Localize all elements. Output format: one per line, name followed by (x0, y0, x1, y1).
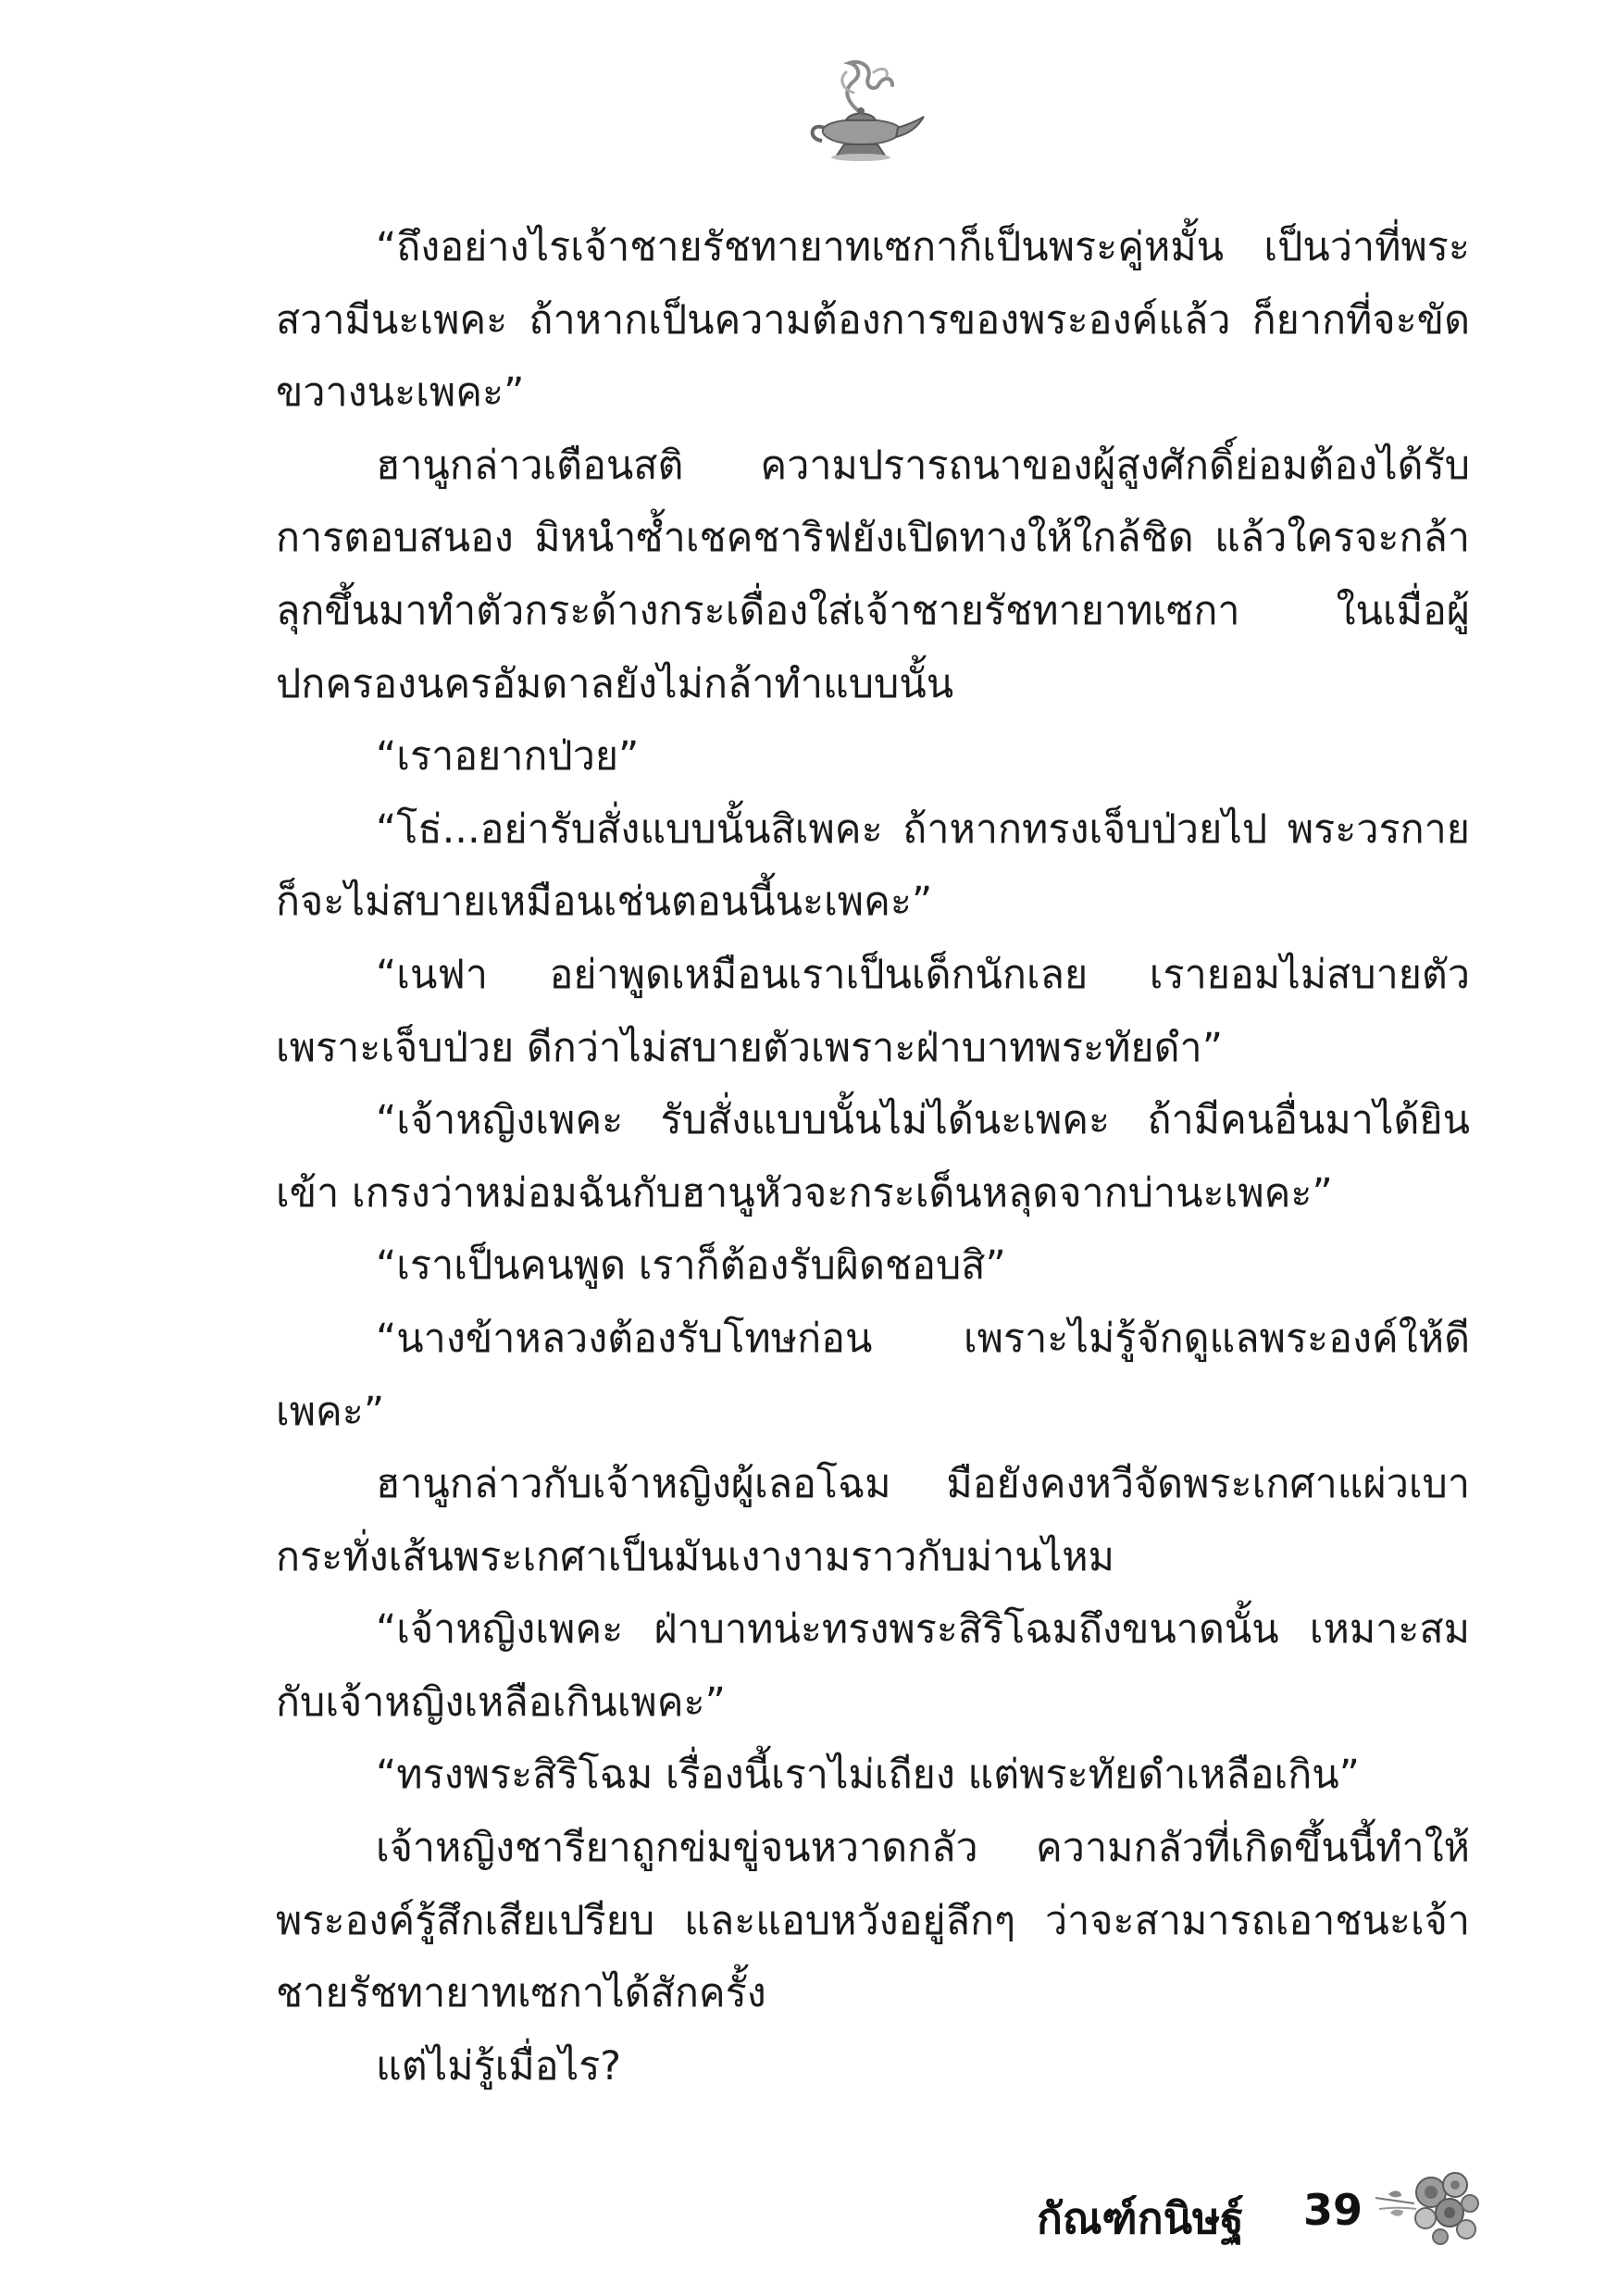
flower-bouquet-icon (1370, 2157, 1481, 2250)
paragraph: “โธ่...อย่ารับสั่งแบบนั้นสิเพคะ ถ้าหากทรงเจ็บป่วยไป พระวรกายก็จะไม่สบายเหมือนเช่นตอนนี้นะเพคะ” (276, 805, 1470, 926)
paragraph: “เจ้าหญิงเพคะ ฝ่าบาทน่ะทรงพระสิริโฉมถึงขนาดนั้น เหมาะสมกับเจ้าหญิงเหลือเกินเพคะ” (276, 1606, 1470, 1726)
paragraph: “ถึงอย่างไรเจ้าชายรัชทายาทเซกาก็เป็นพระคู่หมั้น เป็นว่าที่พระสวามีนะเพคะ ถ้าหากเป็นความต้องการของพระองค์แล้ว ก็ยากที่จะขัดขวางนะเพคะ” (276, 224, 1470, 417)
paragraph: แต่ไม่รู้เมื่อไร? (376, 2042, 622, 2090)
paragraph: เจ้าหญิงชารียาถูกข่มขู่จนหวาดกลัว ความกลัวที่เกิดขึ้นนี้ทำให้พระองค์รู้สึกเสียเปรียบ และแอบหวังอยู่ลึกๆ ว่าจะสามารถเอาชนะเจ้าชายรัชทายาทเซกาได้สักครั้ง (276, 1825, 1470, 2017)
paragraph: “ทรงพระสิริโฉม เรื่องนี้เราไม่เถียง แต่พระทัยดำเหลือเกิน” (376, 1752, 1360, 1799)
page-footer (1037, 2157, 1555, 2259)
page-number: 39 (1303, 2185, 1363, 2235)
paragraph: ฮานูกล่าวเตือนสติ ความปรารถนาของผู้สูงศักดิ์ย่อมต้องได้รับการตอบสนอง มิหนำซ้ำเชคชาริฟยังเปิดทางให้ใกล้ชิด แล้วใครจะกล้าลุกขึ้นมาทำตัวกระด้างกระเดื่องใส่เจ้าชายรัชทายาทเซกา ในเมื่อผู้ปกครองนครอัมดาลยังไม่กล้าทำแบบนั้น (276, 442, 1470, 707)
paragraph: “เราเป็นคนพูด เราก็ต้องรับผิดชอบสิ” (376, 1242, 1006, 1290)
paragraph: “นางข้าหลวงต้องรับโทษก่อน เพราะไม่รู้จักดูแลพระองค์ให้ดีเพคะ” (276, 1315, 1470, 1435)
genie-lamp-icon (796, 56, 926, 167)
paragraph: ฮานูกล่าวกับเจ้าหญิงผู้เลอโฉม มือยังคงหวีจัดพระเกศาแผ่วเบากระทั่งเส้นพระเกศาเป็นมันเงางามราวกับม่านไหม (276, 1461, 1470, 1580)
chapter-body (276, 211, 1470, 2103)
paragraph: “เนฟา อย่าพูดเหมือนเราเป็นเด็กนักเลย เรายอมไม่สบายตัวเพราะเจ็บป่วย ดีกว่าไม่สบายตัวเพราะฝ่าบาทพระทัยดำ” (276, 951, 1470, 1071)
book-title: กัณฑ์กนิษฐ์ (1037, 2193, 1244, 2243)
paragraph: “เราอยากป่วย” (376, 733, 640, 780)
paragraph: “เจ้าหญิงเพคะ รับสั่งแบบนั้นไม่ได้นะเพคะ ถ้ามีคนอื่นมาได้ยินเข้า เกรงว่าหม่อมฉันกับฮานูหัวจะกระเด็นหลุดจากบ่านะเพคะ” (276, 1097, 1470, 1217)
